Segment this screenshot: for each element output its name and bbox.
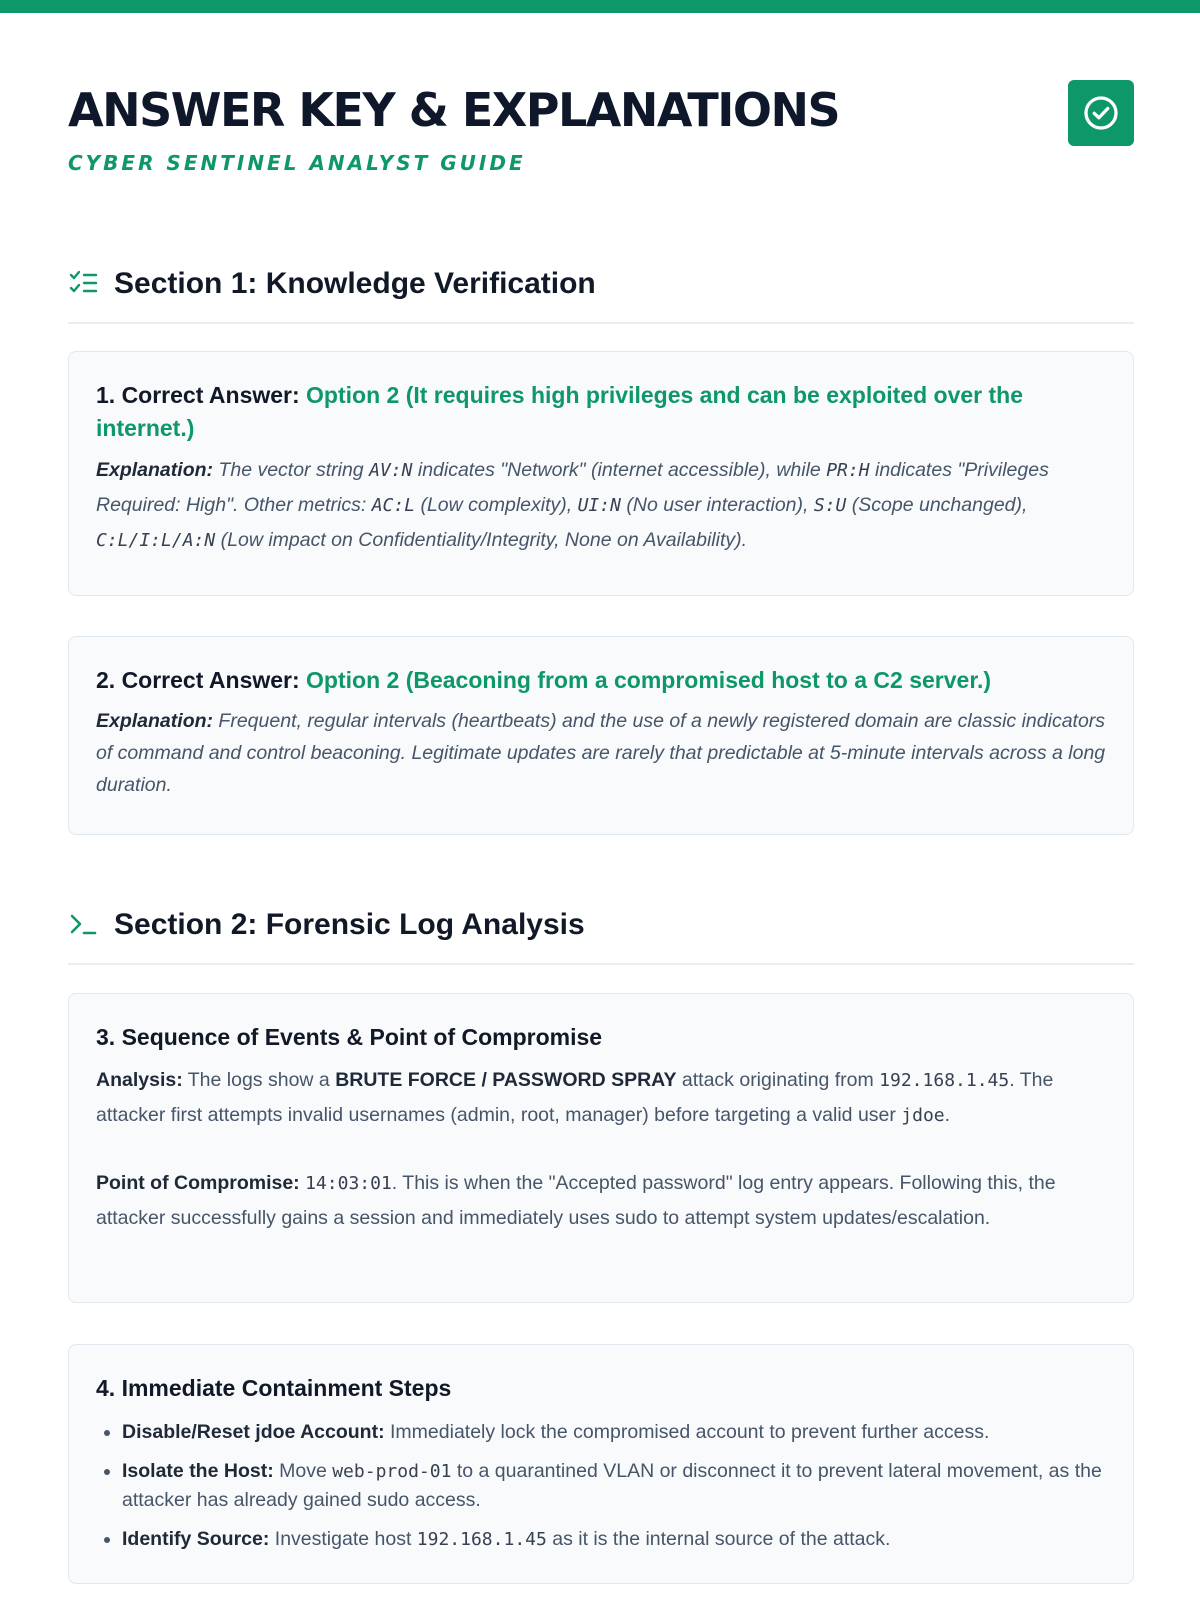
terminal-icon: [68, 909, 100, 941]
answer-prefix: 2. Correct Answer:: [96, 667, 307, 693]
step-label: Identify Source:: [122, 1528, 270, 1550]
check-circle-icon: [1083, 95, 1119, 131]
step-text: to a quarantined VLAN or disconnect it to prevent lateral movement, as the attacker has already gained sudo access.: [122, 1460, 1102, 1511]
analysis-label: Analysis:: [96, 1069, 183, 1091]
list-item: [122, 1418, 1106, 1447]
code-ui: UI:N: [577, 495, 621, 516]
page-title: ANSWER KEY & EXPLANATIONS: [68, 83, 840, 137]
code-ac: AC:L: [371, 495, 416, 516]
attack-type: BRUTE FORCE / PASSWORD SPRAY: [335, 1069, 677, 1091]
step-text: Immediately lock the compromised account to prevent further access.: [384, 1421, 990, 1443]
source-ip: 192.168.1.45: [416, 1529, 547, 1550]
answer-prefix: 1. Correct Answer:: [96, 382, 307, 408]
host-name: web-prod-01: [332, 1461, 452, 1482]
section-1-heading: [68, 264, 1134, 324]
answer-card-2: [68, 636, 1134, 835]
explanation-text: indicates "Network" (internet accessible), while: [412, 459, 827, 481]
explanation-1: [96, 453, 1106, 558]
list-item: [122, 1525, 1106, 1554]
source-ip: 192.168.1.45: [879, 1070, 1010, 1091]
section-1-title: Section 1: Knowledge Verification: [114, 267, 596, 300]
code-s: S:U: [813, 495, 847, 516]
correct-option: Option 2 (It requires high privileges and can be exploited over the internet.): [96, 382, 1024, 441]
compromise-paragraph: [96, 1166, 1106, 1236]
correct-option: Option 2 (Beaconing from a compromised host to a C2 server.): [306, 667, 992, 693]
explanation-text: (No user interaction),: [620, 494, 814, 516]
code-av: AV:N: [369, 460, 413, 481]
explanation-label: Explanation:: [96, 459, 214, 481]
compromise-text: . This is when the "Accepted password" log entry appears. Following this, the attacker successfully gains a session and immediately uses sudo to attempt system updates/escalation.: [96, 1172, 1056, 1229]
compromise-label: Point of Compromise:: [96, 1172, 300, 1194]
analysis-text: .: [944, 1104, 951, 1126]
explanation-text: (Low complexity),: [415, 494, 578, 516]
answer-card-1: [68, 351, 1134, 596]
explanation-label: Explanation:: [96, 710, 214, 732]
step-text: Investigate host: [269, 1528, 417, 1550]
analysis-text: The logs show a: [182, 1069, 336, 1091]
question-2-answer: [96, 664, 1106, 697]
explanation-text: (Scope unchanged),: [846, 494, 1028, 516]
analysis-paragraph: [96, 1063, 1106, 1133]
list-item: [122, 1457, 1106, 1515]
top-accent-bar: [0, 0, 1200, 13]
target-user: jdoe: [901, 1105, 945, 1126]
compromise-time: 14:03:01: [305, 1173, 392, 1194]
analysis-text: . The attacker first attempts invalid usernames (admin, root, manager) before targeting a valid user: [96, 1069, 1054, 1126]
explanation-text: indicates "Privileges Required: High". Other metrics:: [96, 459, 1049, 516]
explanation-2: [96, 705, 1106, 801]
section-2-heading: [68, 905, 1134, 965]
check-badge: [1068, 80, 1134, 146]
explanation-text: (Low impact on Confidentiality/Integrity, None on Availability).: [215, 529, 748, 551]
code-cia: C:L/I:L/A:N: [96, 530, 216, 551]
step-label: Disable/Reset jdoe Account:: [122, 1421, 385, 1443]
card-4-title: 4. Immediate Containment Steps: [96, 1375, 452, 1401]
explanation-text: Frequent, regular intervals (heartbeats) and the use of a newly registered domain are classic indicators of command and control beaconing. Legitimate updates are rarely that predictable at 5-minute intervals across a long duration.: [96, 710, 1106, 796]
page-header: [68, 80, 1134, 190]
question-1-answer: [96, 379, 1106, 445]
step-text: Move: [273, 1460, 333, 1482]
section-2-title: Section 2: Forensic Log Analysis: [114, 908, 585, 941]
explanation-text: The vector string: [213, 459, 370, 481]
code-pr: PR:H: [826, 460, 870, 481]
containment-steps: [96, 1418, 1106, 1554]
checklist-icon: [68, 268, 100, 300]
step-text: as it is the internal source of the attack.: [546, 1528, 891, 1550]
page-subtitle: CYBER SENTINEL ANALYST GUIDE: [68, 151, 526, 175]
analysis-text: attack originating from: [676, 1069, 880, 1091]
step-label: Isolate the Host:: [122, 1460, 274, 1482]
containment-card-4: [68, 1344, 1134, 1584]
analysis-card-3: [68, 993, 1134, 1303]
card-3-title: 3. Sequence of Events & Point of Compromise: [96, 1024, 603, 1050]
